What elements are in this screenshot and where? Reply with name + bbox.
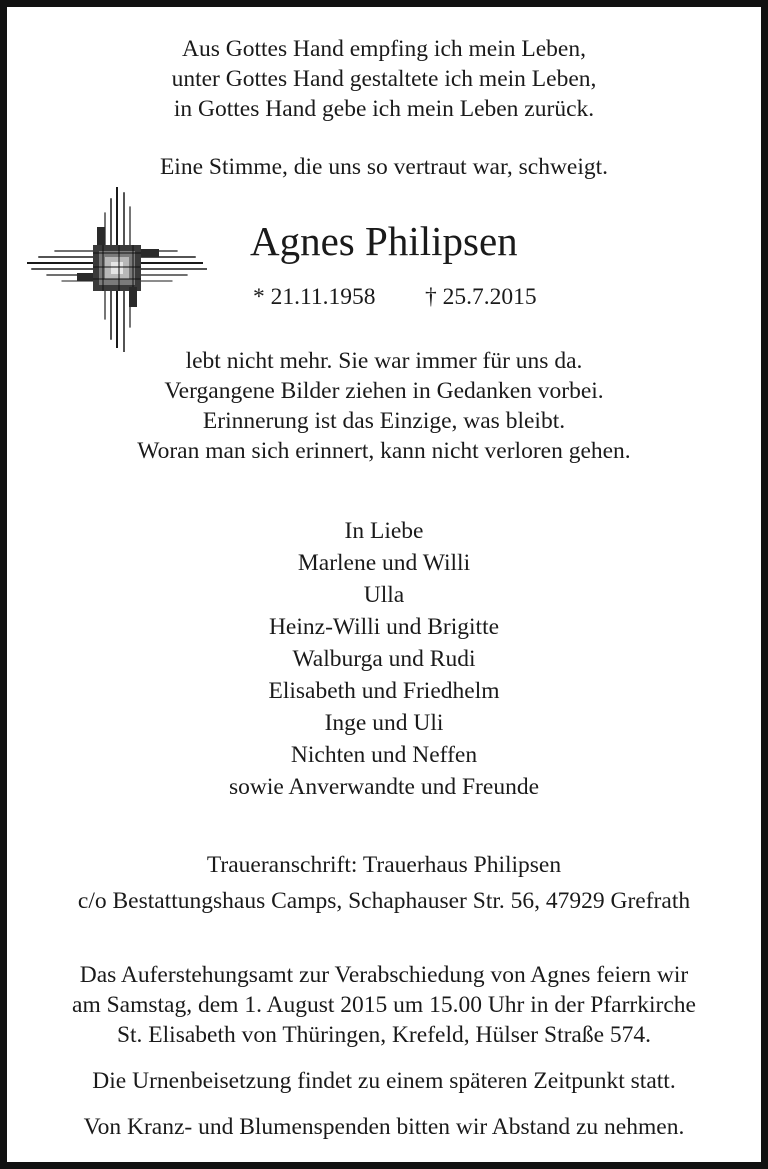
poem-line: in Gottes Hand gebe ich mein Leben zurück. <box>173 96 595 122</box>
service-line: Das Auferstehungsamt zur Verabschiedung von Agnes feiern wir <box>79 962 689 988</box>
mourner-line: Nichten und Neffen <box>290 742 478 768</box>
death-date: † 25.7.2015 <box>425 284 537 310</box>
mourner-line: In Liebe <box>344 518 424 544</box>
mourner-line: Elisabeth und Friedhelm <box>268 678 500 704</box>
mourner-line: Marlene und Willi <box>297 550 471 576</box>
mourner-line: Heinz-Willi und Brigitte <box>268 614 500 640</box>
flowers-notice: Von Kranz- und Blumenspenden bitten wir Abstand zu nehmen. <box>83 1114 685 1140</box>
address-line: c/o Bestattungshaus Camps, Schaphauser Str. 56, 47929 Grefrath <box>77 888 691 914</box>
mourner-line: Inge und Uli <box>324 710 444 736</box>
service-line: St. Elisabeth von Thüringen, Krefeld, Hülser Straße 574. <box>116 1022 652 1048</box>
poem-line: Erinnerung ist das Einzige, was bleibt. <box>202 408 566 434</box>
poem-line: Aus Gottes Hand empfing ich mein Leben, <box>182 36 586 62</box>
service-line: am Samstag, dem 1. August 2015 um 15.00 Uhr in der Pfarrkirche <box>72 992 696 1018</box>
birth-date: * 21.11.1958 <box>253 284 376 310</box>
mourner-line: Walburga und Rudi <box>292 646 476 672</box>
mourner-line: Ulla <box>363 582 405 608</box>
poem-line: Vergangene Bilder ziehen in Gedanken vorbei. <box>164 378 604 404</box>
address-line: Traueranschrift: Trauerhaus Philipsen <box>206 852 562 878</box>
poem-line: unter Gottes Hand gestaltete ich mein Leben, <box>171 66 597 92</box>
deceased-name: Agnes Philipsen <box>250 218 518 264</box>
poem-line: lebt nicht mehr. Sie war immer für uns da. <box>185 348 583 374</box>
mourner-line: sowie Anverwandte und Freunde <box>229 774 539 800</box>
poem-intro: Eine Stimme, die uns so vertraut war, schweigt. <box>159 154 609 180</box>
cross-icon <box>27 187 207 352</box>
poem-line: Woran man sich erinnert, kann nicht verloren gehen. <box>137 438 631 464</box>
urn-notice: Die Urnenbeisetzung findet zu einem späteren Zeitpunkt statt. <box>92 1068 676 1094</box>
